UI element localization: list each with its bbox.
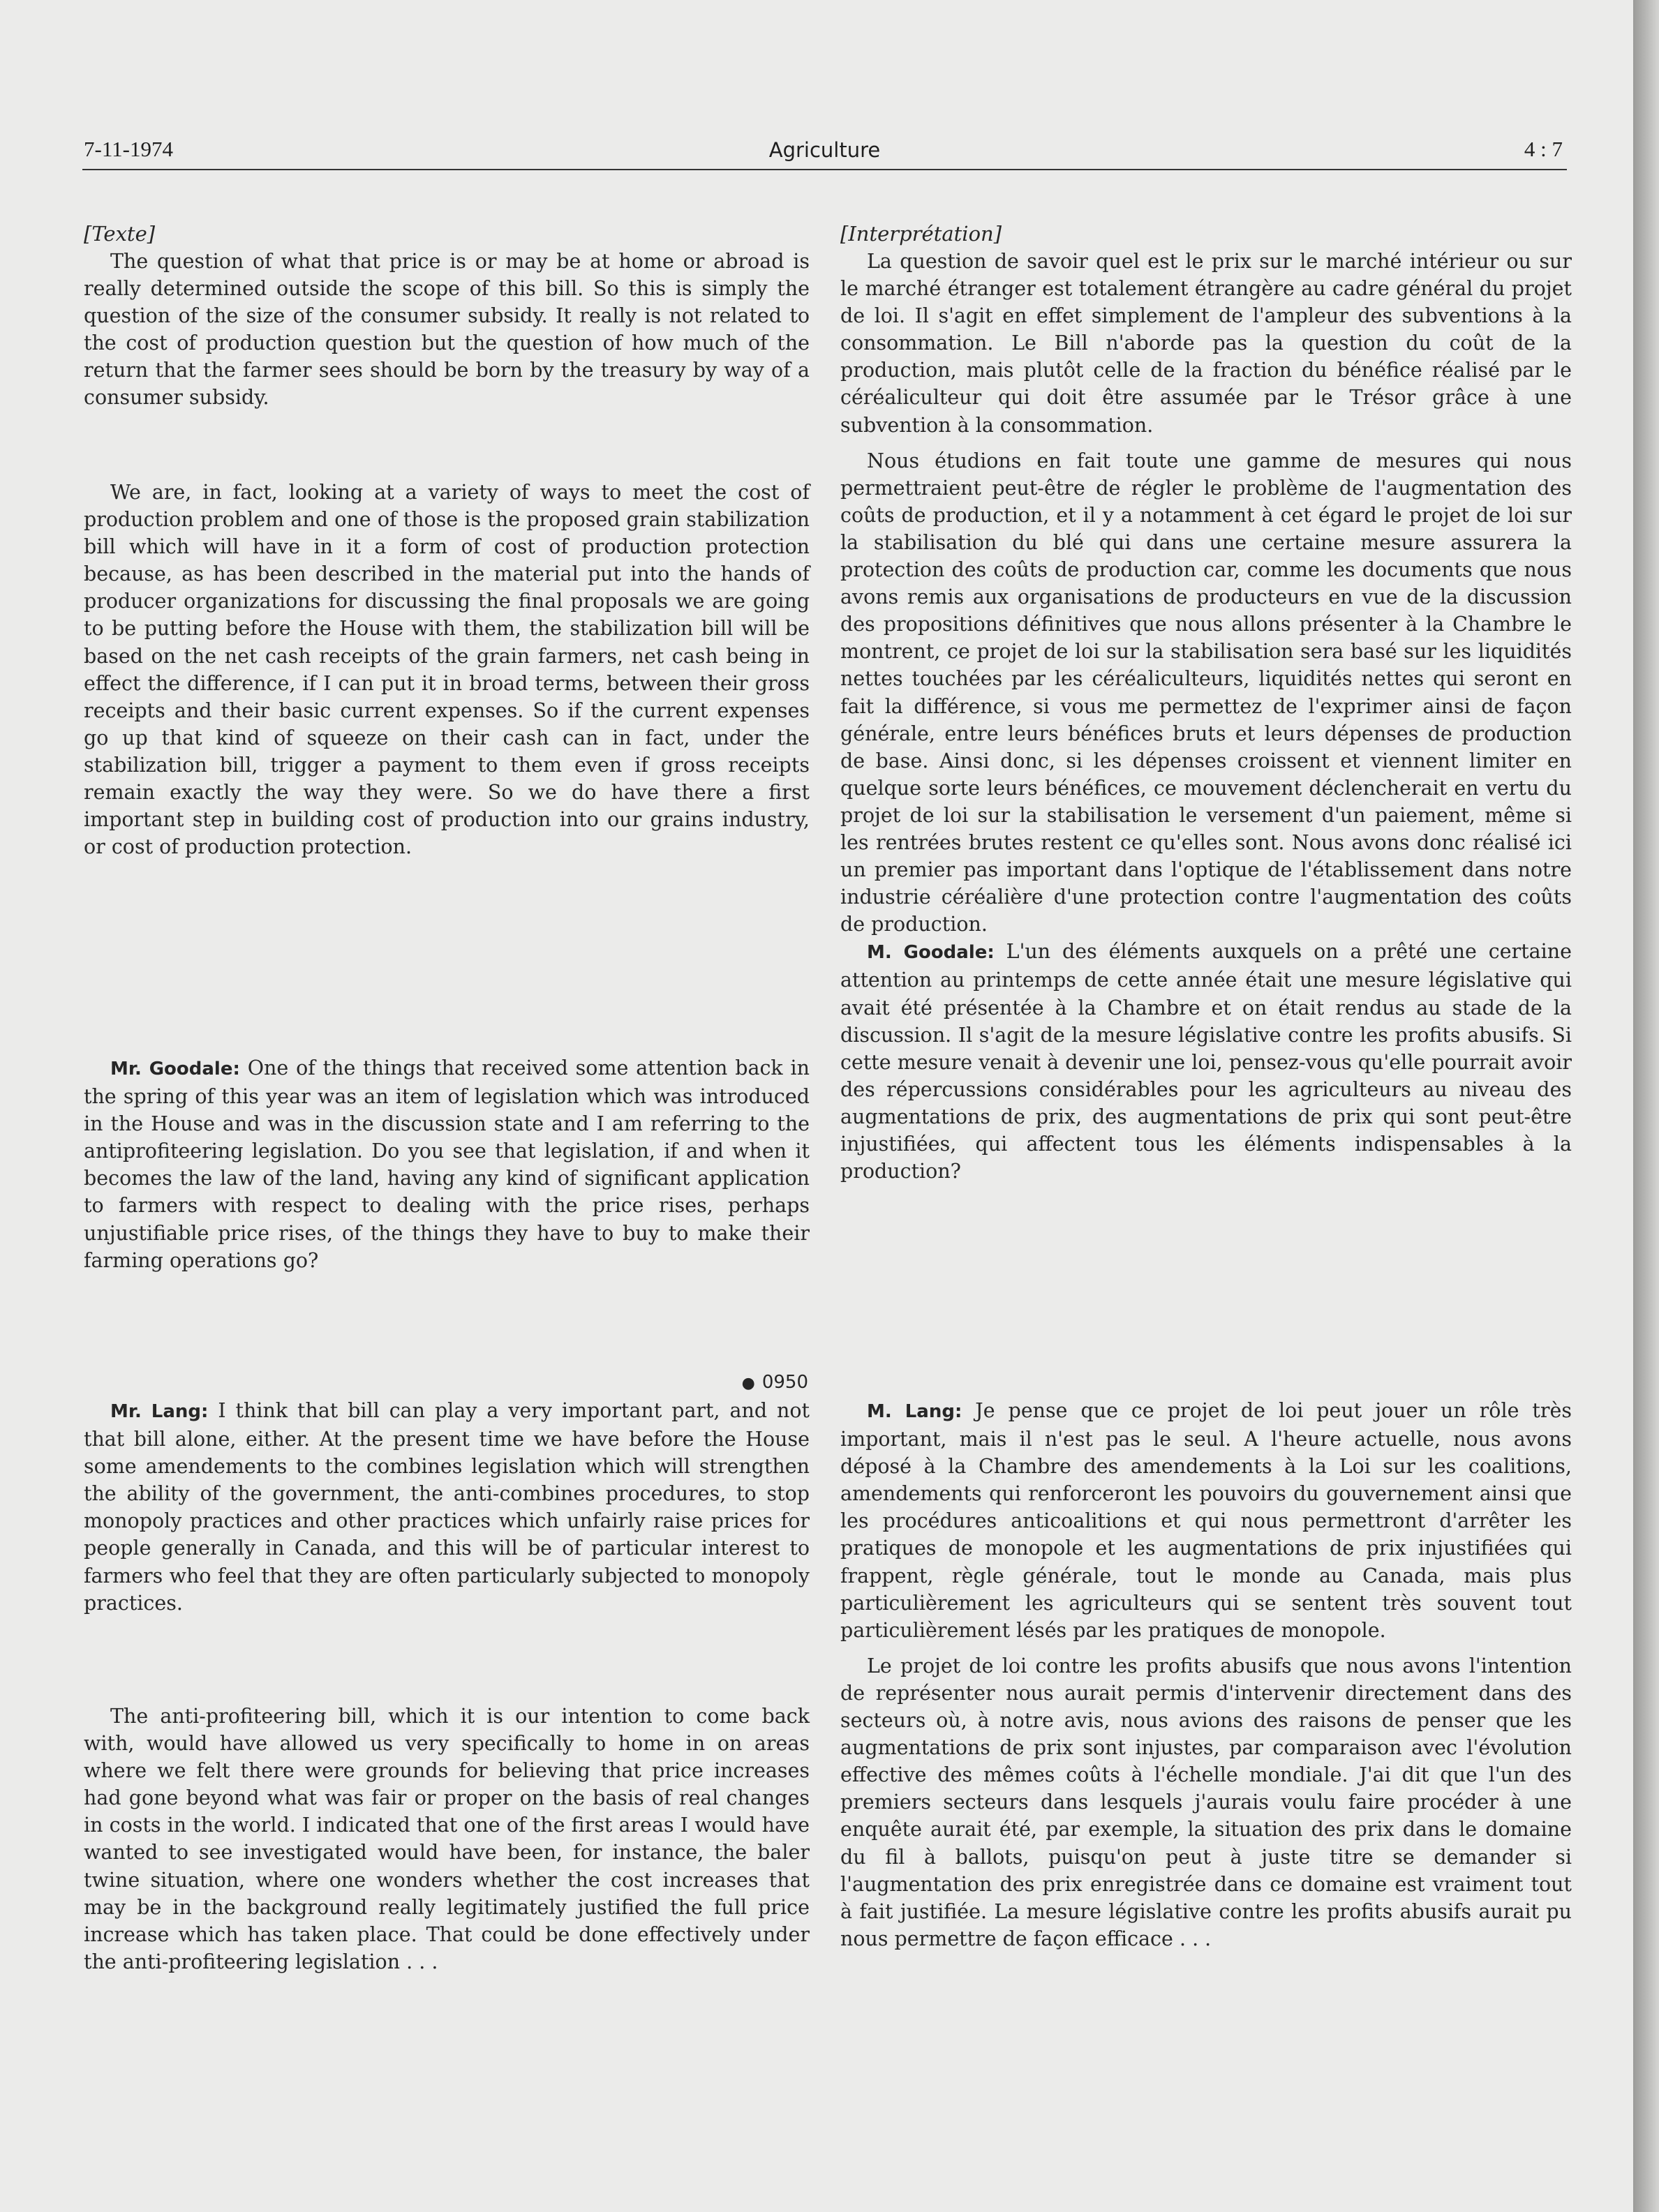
english-section-tag: [Texte] <box>84 222 156 246</box>
page-edge <box>1633 0 1659 2212</box>
header-page-number: 4 : 7 <box>1524 137 1563 161</box>
french-paragraph-5: Le projet de loi contre les profits abusifs que nous avons l'intention de représenter nous aurait permis d'intervenir directement dans des secteurs où, à notre avis, nous avions des raisons de penser que les augmentations de prix sont injustes, par comparaison avec l'évolution effective des mêmes coûts à l'échelle mondiale. J'ai dit que l'un des premiers secteurs dans lesquels j'aurais voulu faire procéder à une enquête aurait été, par exemple, la situation des prix dans le domaine du fil à ballots, puisqu'on peut à juste titre se demander si l'augmentation des prix enregistrée dans ce domaine est vraiment tout à fait justifiée. La mesure législative contre les profits abusifs aurait pu nous permettre de façon efficace . . . <box>840 1654 1572 1950</box>
time-marker <box>628 1372 808 1393</box>
speaker-name: Mr. Goodale: <box>110 1059 240 1079</box>
speaker-name: M. Goodale: <box>867 942 995 964</box>
french-paragraph-4 <box>840 1397 1572 1644</box>
time-marker-value: 0950 <box>761 1372 808 1393</box>
english-block-2 <box>84 479 810 860</box>
english-block-3 <box>84 1054 810 1274</box>
english-paragraph-5: The anti-profiteering bill, which it is our intention to come back with, would have allowed us very specifically to home in on areas where we felt there were grounds for believing that price increases had gone beyond what was fair or proper on the basis of real changes in costs in the world. I indicated that one of the first areas I would have wanted to see investigated would have been, for instance, the baler twine situation, where one wonders whether the cost increases that may be in the background really legitimately justified the full price increase which has taken place. That could be done effectively under the anti-profiteering legislation . . . <box>84 1705 810 1973</box>
english-block-5 <box>84 1703 810 1975</box>
french-block-2 <box>840 1397 1572 1952</box>
english-paragraph-4 <box>84 1397 810 1617</box>
french-paragraph-2: Nous étudions en fait toute une gamme de mesures qui nous permettraient peut-être de régler le problème de l'augmentation des coûts de production, et il y a notamment à cet égard le projet de loi sur la stabilisation du blé qui dans une certaine mesure assurera la protection des coûts de production car, comme les documents que nous avons remis aux organisations de producteurs en vue de la discussion des propositions définitives que nous allons présenter à la Chambre le montrent, ce projet de loi sur la stabilisation sera basé sur les liquidités nettes touchées par les céréaliculteurs, liquidités nettes qui seront en fait la différence, si vous me permettez de l'exprimer ainsi de façon générale, entre leurs bénéfices bruts et leurs dépenses de production de base. Ainsi donc, si les dépenses croissent et viennent limiter en quelque sorte leurs bénéfices, ce mouvement déclencherait en vertu du projet de loi sur la stabilisation le versement d'un paiement, même si les rentrées brutes restent ce qu'elles sont. Nous avons donc réalisé ici un premier pas important dans l'optique de l'établissement dans notre industrie céréalière d'une protection contre l'augmentation des coûts de production. <box>840 449 1572 936</box>
english-block-1 <box>84 221 810 412</box>
bullet-icon: ● <box>741 1375 755 1392</box>
speech-text: I think that bill can play a very important part, and not that bill alone, either. At the present time we have before the House some amendements to the combines legislation which will strengthen the ability of the government, the anti-combines procedures, to stop monopoly practices and other practices which unfairly raise prices for people generally in Canada, and this will be of particular interest to farmers who feel that they are often particularly subjected to monopoly practices. <box>84 1399 810 1615</box>
speaker-name: Mr. Lang: <box>110 1401 209 1422</box>
french-paragraph-1: La question de savoir quel est le prix sur le marché intérieur ou sur le marché étranger est totalement étrangère au cadre général du projet de loi. Il s'agit en effet simplement de l'ampleur des subventions à la consommation. Le Bill n'aborde pas la question du coût de la production, mais plutôt celle de la fraction du bénéfice réalisé par le céréaliculteur qui doit être assumée par le Trésor grâce à une subvention à la consommation. <box>840 250 1572 437</box>
french-block-1 <box>840 221 1572 1185</box>
header-title: Agriculture <box>768 138 881 162</box>
french-section-tag: [Interprétation] <box>840 222 1002 246</box>
english-block-4 <box>84 1397 810 1617</box>
speech-text: Je pense que ce projet de loi peut jouer un rôle très important, mais il n'est pas le seul. A l'heure actuelle, nous avons déposé à la Chambre des amendements à la Loi sur les coalitions, amendements qui renforceront les pouvoirs du gouvernement ainsi que les procédures anticoalitions et qui nous permettront d'arrêter les pratiques de monopole et les augmentations de prix injustifiées qui frappent, règle générale, tout le monde au Canada, mais plus particulièrement les agriculteurs qui se sentent très souvent tout particulièrement lésés par les pratiques de monopole. <box>840 1399 1572 1642</box>
speaker-name: M. Lang: <box>867 1401 962 1422</box>
english-paragraph-2: We are, in fact, looking at a variety of ways to meet the cost of production problem and one of those is the proposed grain stabilization bill which will have in it a form of cost of production protection because, as has been described in the material put into the hands of producer organizations for discussing the final proposals we are going to be putting before the House with them, the stabilization bill will be based on the net cash receipts of the grain farmers, net cash being in effect the difference, if I can put it in broad terms, between their gross receipts and their basic current expenses. So if the current expenses go up that kind of squeeze on their cash can in fact, under the stabilization bill, trigger a payment to them even if gross receipts remain exactly the way they were. So we do have there a first important step in building cost of production into our grains industry, or cost of production protection. <box>84 481 810 859</box>
english-paragraph-3 <box>84 1054 810 1274</box>
speech-text: L'un des éléments auxquels on a prêté une certaine attention au printemps de cette année était une mesure législative qui avait été présentée à la Chambre et on était rendus au stade de la discussion. Il s'agit de la mesure législative contre les profits abusifs. Si cette mesure venait à devenir une loi, pensez-vous qu'elle pourrait avoir des répercussions considérables pour les agriculteurs au niveau des augmentations de prix, des augmentations de prix qui sont peut-être injustifiées, qui affectent tous les éléments indispensables à la production? <box>840 940 1572 1183</box>
header-date: 7-11-1974 <box>84 137 173 161</box>
running-header <box>82 134 1567 170</box>
french-paragraph-3 <box>840 938 1572 1185</box>
speech-text: One of the things that received some attention back in the spring of this year was an item of legislation which was introduced in the House and was in the discussion state and I am referring to the antiprofiteering legislation. Do you see that legislation, if and when it becomes the law of the land, having any kind of significant application to farmers with respect to dealing with the price rises, perhaps unjustifiable price rises, of the things they have to buy to make their farming operations go? <box>84 1056 810 1272</box>
english-paragraph-1: The question of what that price is or may be at home or abroad is really determined outside the scope of this bill. So this is simply the question of the size of the consumer subsidy. It really is not related to the cost of production question but the question of how much of the return that the farmer sees should be born by the treasury by way of a consumer subsidy. <box>84 250 810 410</box>
